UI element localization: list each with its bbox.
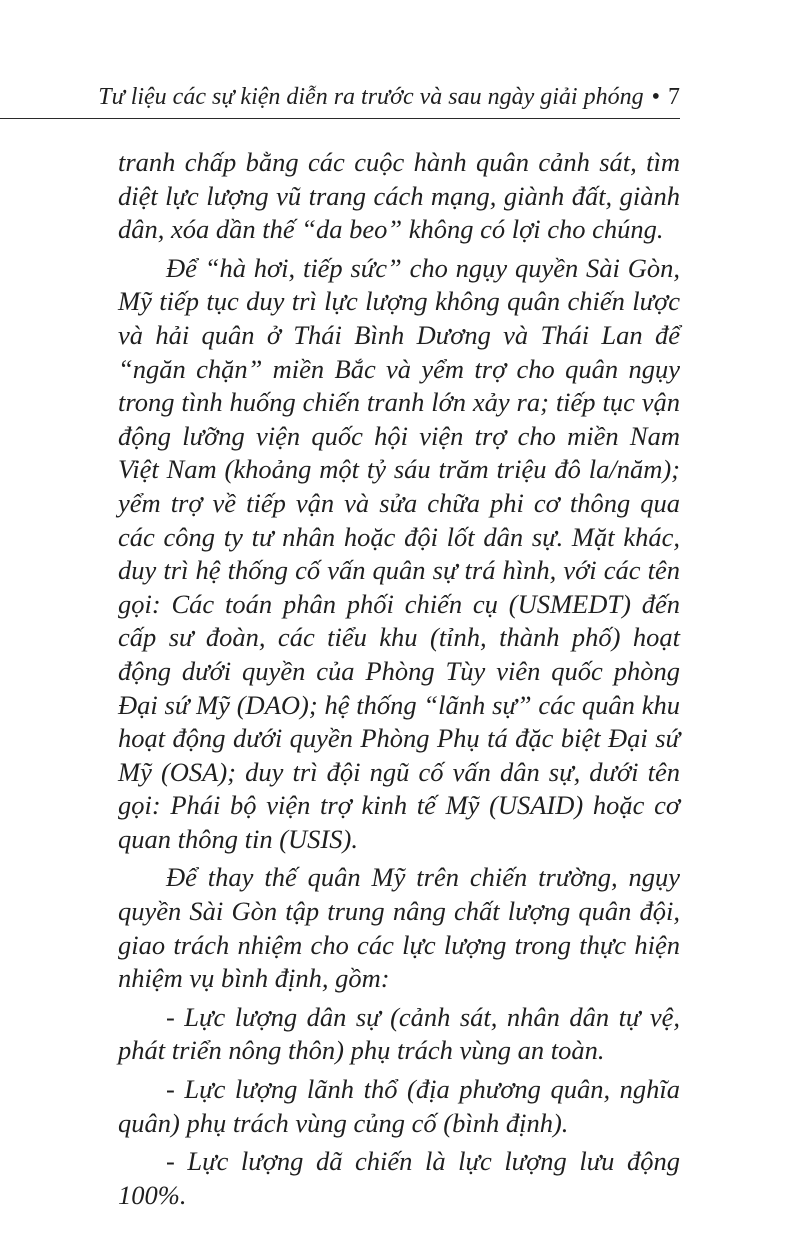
running-header xyxy=(0,80,680,114)
paragraph: Để “hà hơi, tiếp sức” cho ngụy quyền Sài Gòn, Mỹ tiếp tục duy trì lực lượng không quân chiến lược và hải quân ở Thái Bình Dương và Thái Lan để “ngăn chặn” miền Bắc và yểm trợ cho quân ngụy trong tình huống chiến tranh lớn xảy ra; tiếp tục vận động lưỡng viện quốc hội viện trợ cho miền Nam Việt Nam (khoảng một tỷ sáu trăm triệu đô la/năm); yểm trợ về tiếp vận và sửa chữa phi cơ thông qua các công ty tư nhân hoặc đội lốt dân sự. Mặt khác, duy trì hệ thống cố vấn quân sự trá hình, với các tên gọi: Các toán phân phối chiến cụ (USMEDT) đến cấp sư đoàn, các tiểu khu (tỉnh, thành phố) hoạt động dưới quyền của Phòng Tùy viên quốc phòng Đại sứ Mỹ (DAO); hệ thống “lãnh sự” các quân khu hoạt động dưới quyền Phòng Phụ tá đặc biệt Đại sứ Mỹ (OSA); duy trì đội ngũ cố vấn dân sự, dưới tên gọi: Phái bộ viện trợ kinh tế Mỹ (USAID) hoặc cơ quan thông tin (USIS). xyxy=(118,252,680,854)
paragraph-continuation: tranh chấp bằng các cuộc hành quân cảnh sát, tìm diệt lực lượng vũ trang cách mạng, giành đất, giành dân, xóa dần thế “da beo” không có lợi cho chúng. xyxy=(118,147,680,245)
page-number: 7 xyxy=(668,84,680,110)
list-item: - Lực lượng lãnh thổ (địa phương quân, nghĩa quân) phụ trách vùng củng cố (bình định). xyxy=(118,1074,680,1138)
paragraph: Để thay thế quân Mỹ trên chiến trường, ngụy quyền Sài Gòn tập trung nâng chất lượng quân đội, giao trách nhiệm cho các lực lượng trong thực hiện nhiệm vụ bình định, gồm: xyxy=(118,862,680,994)
header-rule xyxy=(0,118,680,119)
list-item: - Lực lượng dân sự (cảnh sát, nhân dân tự vệ, phát triển nông thôn) phụ trách vùng an toàn. xyxy=(118,1001,680,1066)
list-item: - Lực lượng dã chiến là lực lượng lưu động 100%. xyxy=(118,1146,680,1210)
running-title: Tư liệu các sự kiện diễn ra trước và sau ngày giải phóng xyxy=(98,84,644,110)
header-bullet: • xyxy=(651,84,660,110)
body-text xyxy=(118,146,680,1217)
